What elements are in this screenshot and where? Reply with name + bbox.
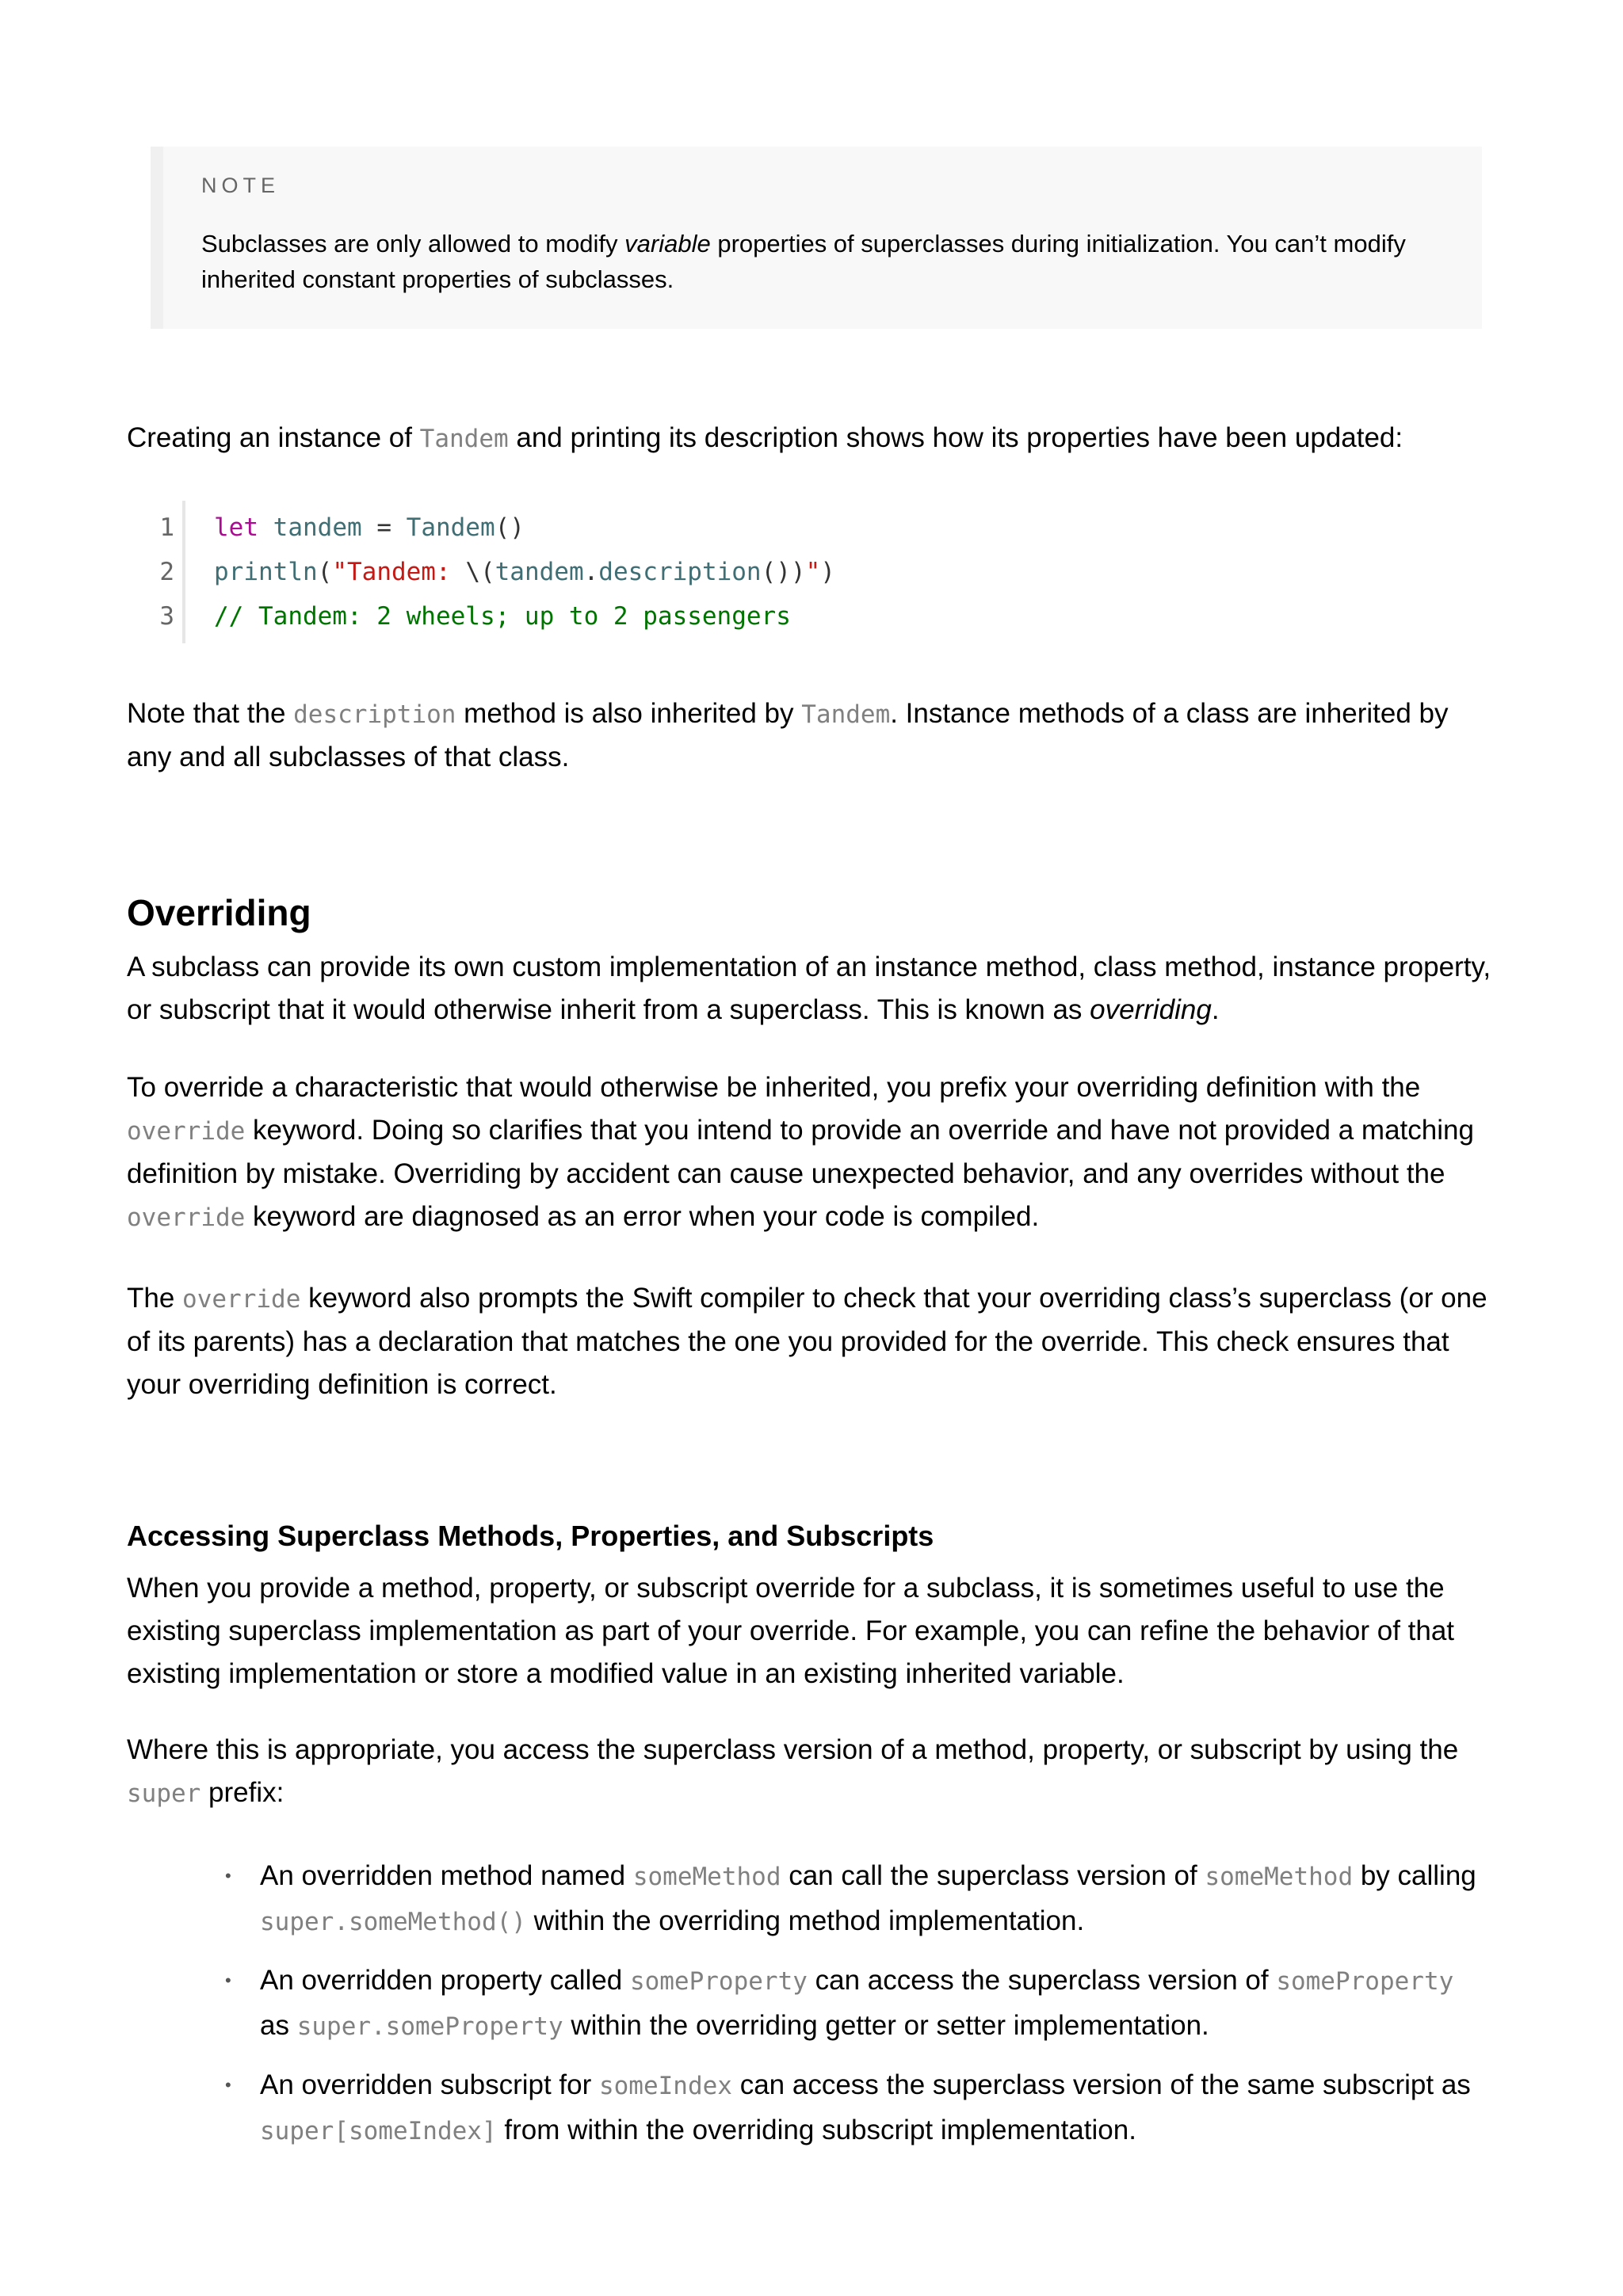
paragraph-description	[127, 692, 1498, 779]
code-type: Tandem	[406, 513, 495, 542]
inline-code: someMethod	[632, 1863, 781, 1891]
code-line	[214, 602, 791, 631]
text: The	[127, 1283, 183, 1314]
inline-code: Tandem	[419, 425, 509, 453]
code-identifier: description	[598, 558, 762, 586]
code-string: "	[805, 558, 821, 586]
bullet-icon: •	[225, 1970, 231, 1990]
note-emphasis: variable	[624, 230, 711, 257]
text: within the overriding method implementation.	[525, 1905, 1085, 1936]
line-number: 1	[159, 513, 174, 542]
text: from within the overriding subscript implementation.	[496, 2115, 1136, 2145]
note-text-part: Subclasses are only allowed to modify	[201, 230, 625, 257]
text: Note that the	[127, 698, 294, 729]
list-item	[222, 2063, 1490, 2153]
inline-code: someMethod	[1205, 1863, 1354, 1891]
code-listing	[127, 501, 1498, 651]
text: can access the superclass version of	[807, 1965, 1277, 1996]
text: and printing its description shows how its properties have been updated:	[508, 422, 1403, 453]
code-punctuation: (	[317, 558, 333, 586]
code-punctuation: .	[583, 558, 599, 586]
list-item	[222, 1958, 1490, 2049]
heading-overriding: Overriding	[127, 892, 311, 933]
inline-code: override	[127, 1203, 246, 1232]
paragraph-override-keyword	[127, 1066, 1498, 1239]
code-punctuation: ())	[761, 558, 806, 586]
inline-code: Tandem	[801, 700, 891, 729]
inline-code: override	[127, 1117, 246, 1146]
text: prefix:	[200, 1777, 285, 1808]
inline-code: super[someIndex]	[260, 2117, 497, 2145]
bullet-list	[222, 1854, 1490, 2168]
paragraph-superclass-implementation: When you provide a method, property, or subscript override for a subclass, it is sometimes useful to use the existing superclass implementation as part of your override. For example, you can refine the behavior of that existing implementation or store a modified value in an existing inherited variable.	[127, 1573, 1455, 1689]
line-number: 2	[159, 558, 174, 586]
inline-code: someProperty	[629, 1967, 808, 1996]
paragraph-instance	[127, 417, 1498, 460]
inline-code: someProperty	[1276, 1967, 1454, 1996]
code-operator: =	[361, 513, 407, 542]
bullet-icon: •	[225, 1866, 231, 1886]
note-box	[151, 147, 1482, 329]
code-line	[214, 513, 525, 542]
paragraph-super-prefix	[127, 1729, 1498, 1815]
inline-code: super	[127, 1779, 201, 1808]
inline-code: someIndex	[598, 2072, 732, 2100]
code-identifier: tandem	[495, 558, 584, 586]
paragraph-compiler-check	[127, 1277, 1498, 1406]
text: keyword. Doing so clarifies that you intend to provide an override and have not provided a matching definition by mistake. Overriding by accident can cause unexpected behavior, and any overrides without the	[127, 1115, 1474, 1189]
text: An overridden subscript for	[260, 2069, 599, 2100]
text: .	[1211, 994, 1220, 1025]
note-text	[201, 226, 1438, 297]
text: keyword are diagnosed as an error when your code is compiled.	[245, 1201, 1040, 1232]
text: . Instance methods of a class are inherited by any and all subclasses of that class.	[127, 698, 1449, 772]
code-keyword: let	[214, 513, 258, 542]
code-string: "Tandem:	[332, 558, 466, 586]
line-number-gutter	[127, 501, 185, 643]
inline-code: super.someMethod()	[260, 1908, 526, 1936]
text: Creating an instance of	[127, 422, 420, 453]
inline-code: description	[293, 700, 456, 729]
code-function: println	[214, 558, 318, 586]
text: within the overriding getter or setter implementation.	[563, 2010, 1209, 2041]
text: can call the superclass version of	[781, 1860, 1205, 1891]
inline-code: super.someProperty	[296, 2012, 563, 2041]
bullet-icon: •	[225, 2075, 231, 2095]
note-text-part: properties of superclasses during initialization. You can’t modify inherited constant properties of subclasses.	[201, 230, 1406, 293]
list-item	[222, 1854, 1490, 1944]
text: keyword also prompts the Swift compiler to check that your overriding class’s superclass (or one of its parents) has a declaration that matches the one you provided for the override. This check ensures that your overriding definition is correct.	[127, 1283, 1487, 1400]
code-identifier: tandem	[273, 513, 362, 542]
text: A subclass can provide its own custom implementation of an instance method, class method, instance property, or subscript that it would otherwise inherit from a superclass. This is known as	[127, 952, 1491, 1025]
note-label: NOTE	[201, 174, 281, 197]
code-punctuation: )	[820, 558, 835, 586]
code-line	[214, 558, 835, 586]
text: An overridden method named	[260, 1860, 633, 1891]
emphasis: overriding	[1090, 994, 1212, 1025]
text: can access the superclass version of the same subscript as	[731, 2069, 1471, 2100]
text: method is also inherited by	[456, 698, 802, 729]
line-number: 3	[159, 602, 174, 631]
text: by calling	[1353, 1860, 1476, 1891]
text: To override a characteristic that would otherwise be inherited, you prefix your overriding definition with the	[127, 1072, 1421, 1103]
heading-accessing-superclass: Accessing Superclass Methods, Properties, and Subscripts	[127, 1520, 934, 1552]
paragraph-overriding	[127, 946, 1498, 1032]
code-punctuation: ()	[495, 513, 525, 542]
text: An overridden property called	[260, 1965, 630, 1996]
code-space	[258, 513, 273, 542]
code-interpolation: \(	[465, 558, 495, 586]
text: as	[260, 2010, 297, 2041]
code-comment: // Tandem: 2 wheels; up to 2 passengers	[214, 602, 791, 631]
text: Where this is appropriate, you access the superclass version of a method, property, or subscript by using the	[127, 1734, 1459, 1765]
inline-code: override	[182, 1285, 301, 1314]
